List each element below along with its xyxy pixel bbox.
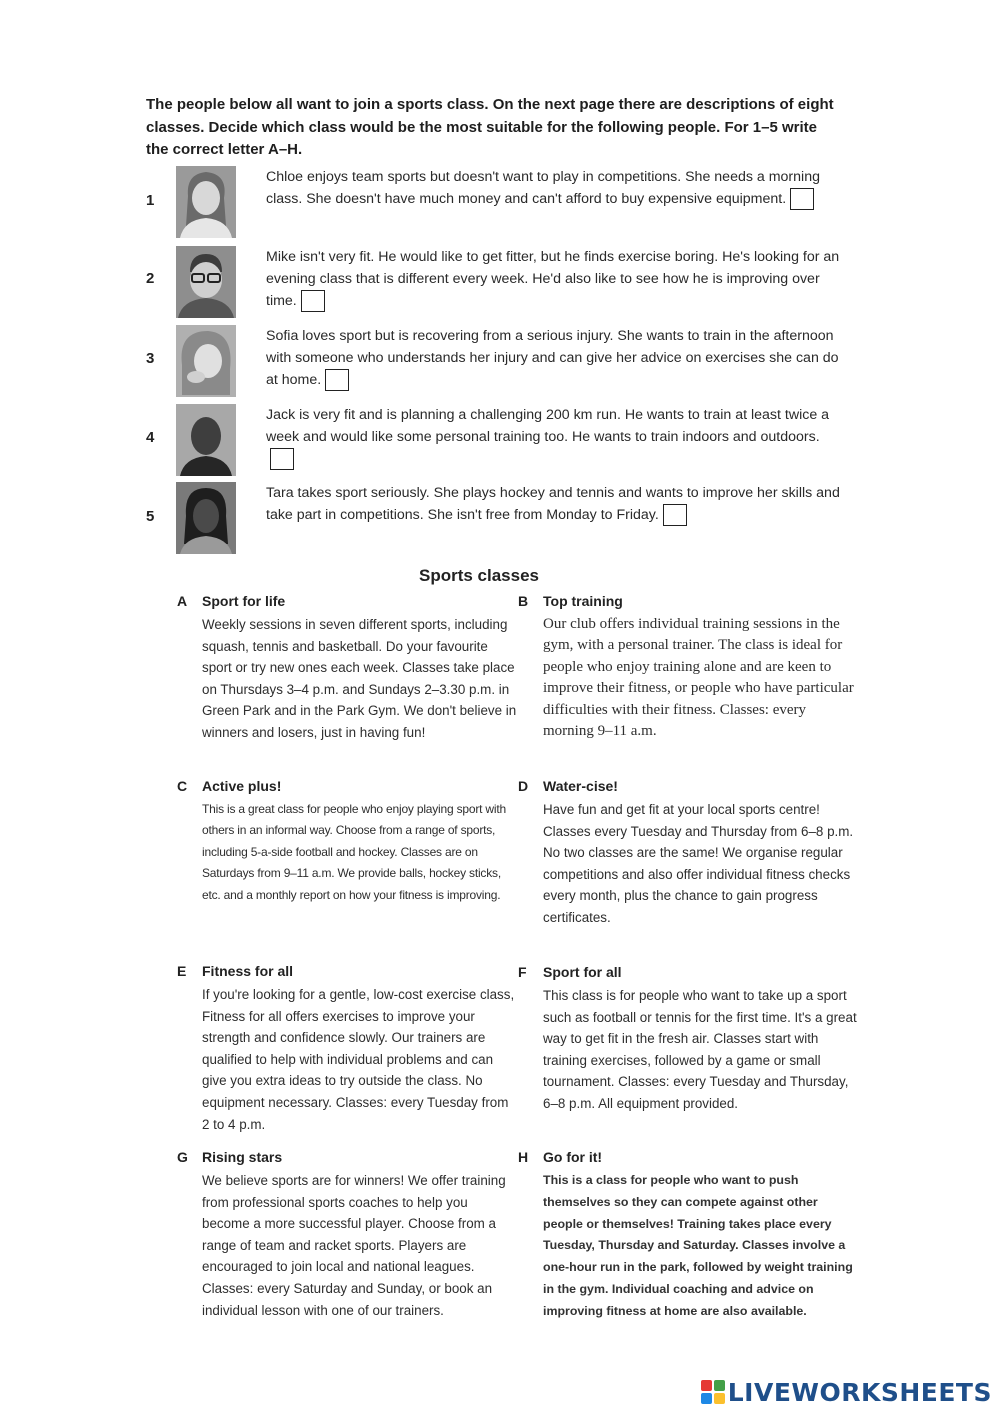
class-card <box>518 593 858 742</box>
class-card <box>518 964 858 1115</box>
person-description: Jack is very fit and is planning a challenging 200 km run. He wants to train at least twice a week and would like some personal training too. He wants to train indoors and outdoors. <box>266 404 841 470</box>
class-letter: H <box>518 1149 529 1165</box>
answer-box[interactable] <box>301 290 325 312</box>
class-heading <box>177 1149 517 1170</box>
class-letter: C <box>177 778 188 794</box>
class-card <box>518 778 858 929</box>
item-number: 5 <box>146 508 155 525</box>
class-card <box>177 778 517 906</box>
section-title: Sports classes <box>418 566 539 585</box>
item-number: 3 <box>146 350 155 367</box>
class-description: This class is for people who want to take up a sport such as football or tennis for the first time. It's a great way to get fit in the fresh air. Classes start with training exercises, followed by a game or small tournament. Classes: every Tuesday and Thursday, 6–8 p.m. All equipment provided. <box>543 988 857 1111</box>
instructions: The people below all want to join a sports class. On the next page there are descriptions of eight classes. Decide which class would be the most suitable for the following people. For 1–5 write the correct letter A–H. <box>146 96 834 158</box>
class-heading <box>518 778 858 799</box>
person-row <box>146 482 846 556</box>
logo-mark-icon <box>701 1380 725 1404</box>
item-number: 2 <box>146 270 155 287</box>
person-photo <box>176 482 236 554</box>
class-card <box>177 1149 517 1321</box>
class-heading <box>518 964 858 985</box>
person-description: Chloe enjoys team sports but doesn't want to play in competitions. She needs a morning class. She doesn't have much money and can't afford to buy expensive equipment. <box>266 166 841 210</box>
class-description: We believe sports are for winners! We offer training from professional sports coaches to help you become a more successful player. Choose from a range of team and racket sports. Players are encouraged to join local and national leagues. Classes: every Saturday and Sunday, or book an individual lesson with one of our trainers. <box>202 1173 506 1318</box>
class-title: Go for it! <box>543 1149 603 1165</box>
logo-text: LIVEWORKSHEETS <box>727 1377 992 1407</box>
item-number: 4 <box>146 429 155 446</box>
class-description: Weekly sessions in seven different sports, including squash, tennis and basketball. Do your favourite sport or try new ones each week. Classes take place on Thursdays 3–4 p.m. and Sundays 2–3.30 p.m. in Green Park and in the Park Gym. We don't believe in winners and losers, just in having fun! <box>202 617 517 740</box>
person-row <box>146 166 846 240</box>
logo-square <box>714 1380 725 1391</box>
class-title: Sport for all <box>543 964 622 980</box>
class-title: Active plus! <box>202 778 282 794</box>
class-description: Have fun and get fit at your local sports centre! Classes every Tuesday and Thursday from 6–8 p.m. No two classes are the same! We organise regular competitions and also offer individual fitness checks every month, plus the chance to gain progress certificates. <box>543 802 854 925</box>
class-title: Sport for life <box>202 593 286 609</box>
class-letter: E <box>177 963 187 979</box>
class-title: Rising stars <box>202 1149 283 1165</box>
person-row <box>146 325 846 399</box>
item-number: 1 <box>146 192 155 209</box>
class-card <box>518 1149 858 1323</box>
answer-box[interactable] <box>790 188 814 210</box>
logo-square <box>714 1393 725 1404</box>
logo-square <box>701 1393 712 1404</box>
liveworksheets-logo <box>701 1379 992 1405</box>
class-title: Water-cise! <box>543 778 618 794</box>
person-description: Mike isn't very fit. He would like to get fitter, but he finds exercise boring. He's looking for an evening class that is different every week. He'd also like to see how he is improving over time. <box>266 246 841 312</box>
person-photo <box>176 166 236 238</box>
answer-box[interactable] <box>270 448 294 470</box>
class-description: This is a class for people who want to push themselves so they can compete against other people or themselves! Training takes place every Tuesday, Thursday and Saturday. Classes involve a one-hour run in the park, followed by weight training in the gym. Individual coaching and advice on improving fitness at home are also available. <box>543 1173 853 1318</box>
class-heading <box>177 778 517 799</box>
class-card <box>177 593 517 744</box>
class-heading <box>177 593 517 614</box>
person-description: Tara takes sport seriously. She plays hockey and tennis and wants to improve her skills and take part in competitions. She isn't free from Monday to Friday. <box>266 482 841 526</box>
logo-square <box>701 1380 712 1391</box>
class-letter: D <box>518 778 529 794</box>
class-heading <box>177 963 517 984</box>
person-row <box>146 404 846 478</box>
person-photo <box>176 325 236 397</box>
person-photo <box>176 404 236 476</box>
class-description: If you're looking for a gentle, low-cost exercise class, Fitness for all offers exercises to improve your strength and confidence slowly. Our trainers are qualified to help with individual problems and can give you extra ideas to try outside the class. No equipment necessary. Classes: every Tuesday from 2 to 4 p.m. <box>202 987 515 1132</box>
class-card <box>177 963 517 1135</box>
answer-box[interactable] <box>325 369 349 391</box>
class-letter: A <box>177 593 188 609</box>
class-letter: G <box>177 1149 188 1165</box>
class-description: Our club offers individual training sessions in the gym, with a personal trainer. The class is ideal for people who enjoy training alone and are keen to improve their fitness, or people who have particular difficulties with their fitness. Classes: every morning 9–11 a.m. <box>543 616 854 740</box>
person-row <box>146 246 846 320</box>
person-photo <box>176 246 236 318</box>
class-title: Top training <box>543 593 623 609</box>
class-letter: B <box>518 593 529 609</box>
class-title: Fitness for all <box>202 963 294 979</box>
person-description: Sofia loves sport but is recovering from a serious injury. She wants to train in the afternoon with someone who understands her injury and can give her advice on exercises she can do at home. <box>266 325 841 391</box>
class-description: This is a great class for people who enjoy playing sport with others in an informal way. Choose from a range of sports, including 5-a-side football and hockey. Classes are on Saturdays from 9–11 a.m. We provide balls, hockey sticks, etc. and a monthly report on how your fitness is improving. <box>202 802 506 902</box>
class-heading <box>518 593 858 614</box>
class-letter: F <box>518 964 527 980</box>
class-heading <box>518 1149 858 1170</box>
answer-box[interactable] <box>663 504 687 526</box>
